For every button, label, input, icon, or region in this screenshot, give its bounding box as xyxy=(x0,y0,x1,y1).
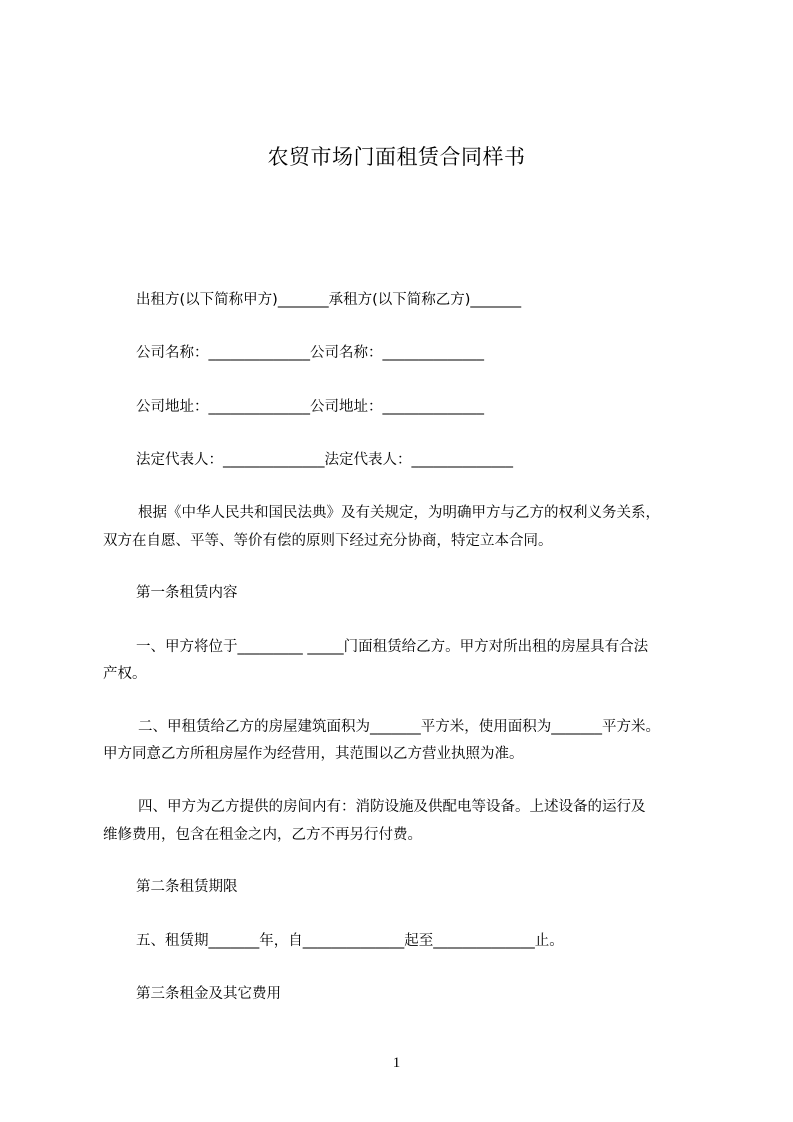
page-number: 1 xyxy=(392,1055,401,1071)
clause-5-line: 五、租赁期_______年，自______________起至______________止。 xyxy=(136,933,564,949)
clause-4-line-2: 维修费用，包含在租金之内，乙方不再另行付费。 xyxy=(103,827,422,843)
preamble-line-1: 根据《中华人民共和国民法典》及有关规定，为明确甲方与乙方的权利义务关系， xyxy=(138,505,660,521)
clause-2-line-1: 二、甲租赁给乙方的房屋建筑面积为_______平方米，使用面积为_______平方米。 xyxy=(138,719,660,735)
clause-1-line-1: 一、甲方将位于_________ _____门面租赁给乙方。甲方对所出租的房屋具有合法 xyxy=(136,639,649,655)
preamble-line-2: 双方在自愿、平等、等价有偿的原则下经过充分协商，特定立本合同。 xyxy=(103,533,553,549)
legal-representative-line: 法定代表人：______________法定代表人：______________ xyxy=(136,452,513,468)
article-3-heading: 第三条租金及其它费用 xyxy=(136,986,281,1002)
clause-1-line-2: 产权。 xyxy=(103,666,147,682)
parties-line: 出租方(以下简称甲方)_______承租方(以下简称乙方)_______ xyxy=(136,292,522,308)
company-name-line: 公司名称：______________公司名称：______________ xyxy=(136,345,484,361)
clause-4-line-1: 四、甲方为乙方提供的房间内有：消防设施及供配电等设备。上述设备的运行及 xyxy=(138,799,646,815)
article-2-heading: 第二条租赁期限 xyxy=(136,879,238,895)
document-title: 农贸市场门面租赁合同样书 xyxy=(267,145,526,169)
company-address-line: 公司地址：______________公司地址：______________ xyxy=(136,399,484,415)
clause-2-line-2: 甲方同意乙方所租房屋作为经营用，其范围以乙方营业执照为准。 xyxy=(103,746,524,762)
article-1-heading: 第一条租赁内容 xyxy=(136,585,238,601)
